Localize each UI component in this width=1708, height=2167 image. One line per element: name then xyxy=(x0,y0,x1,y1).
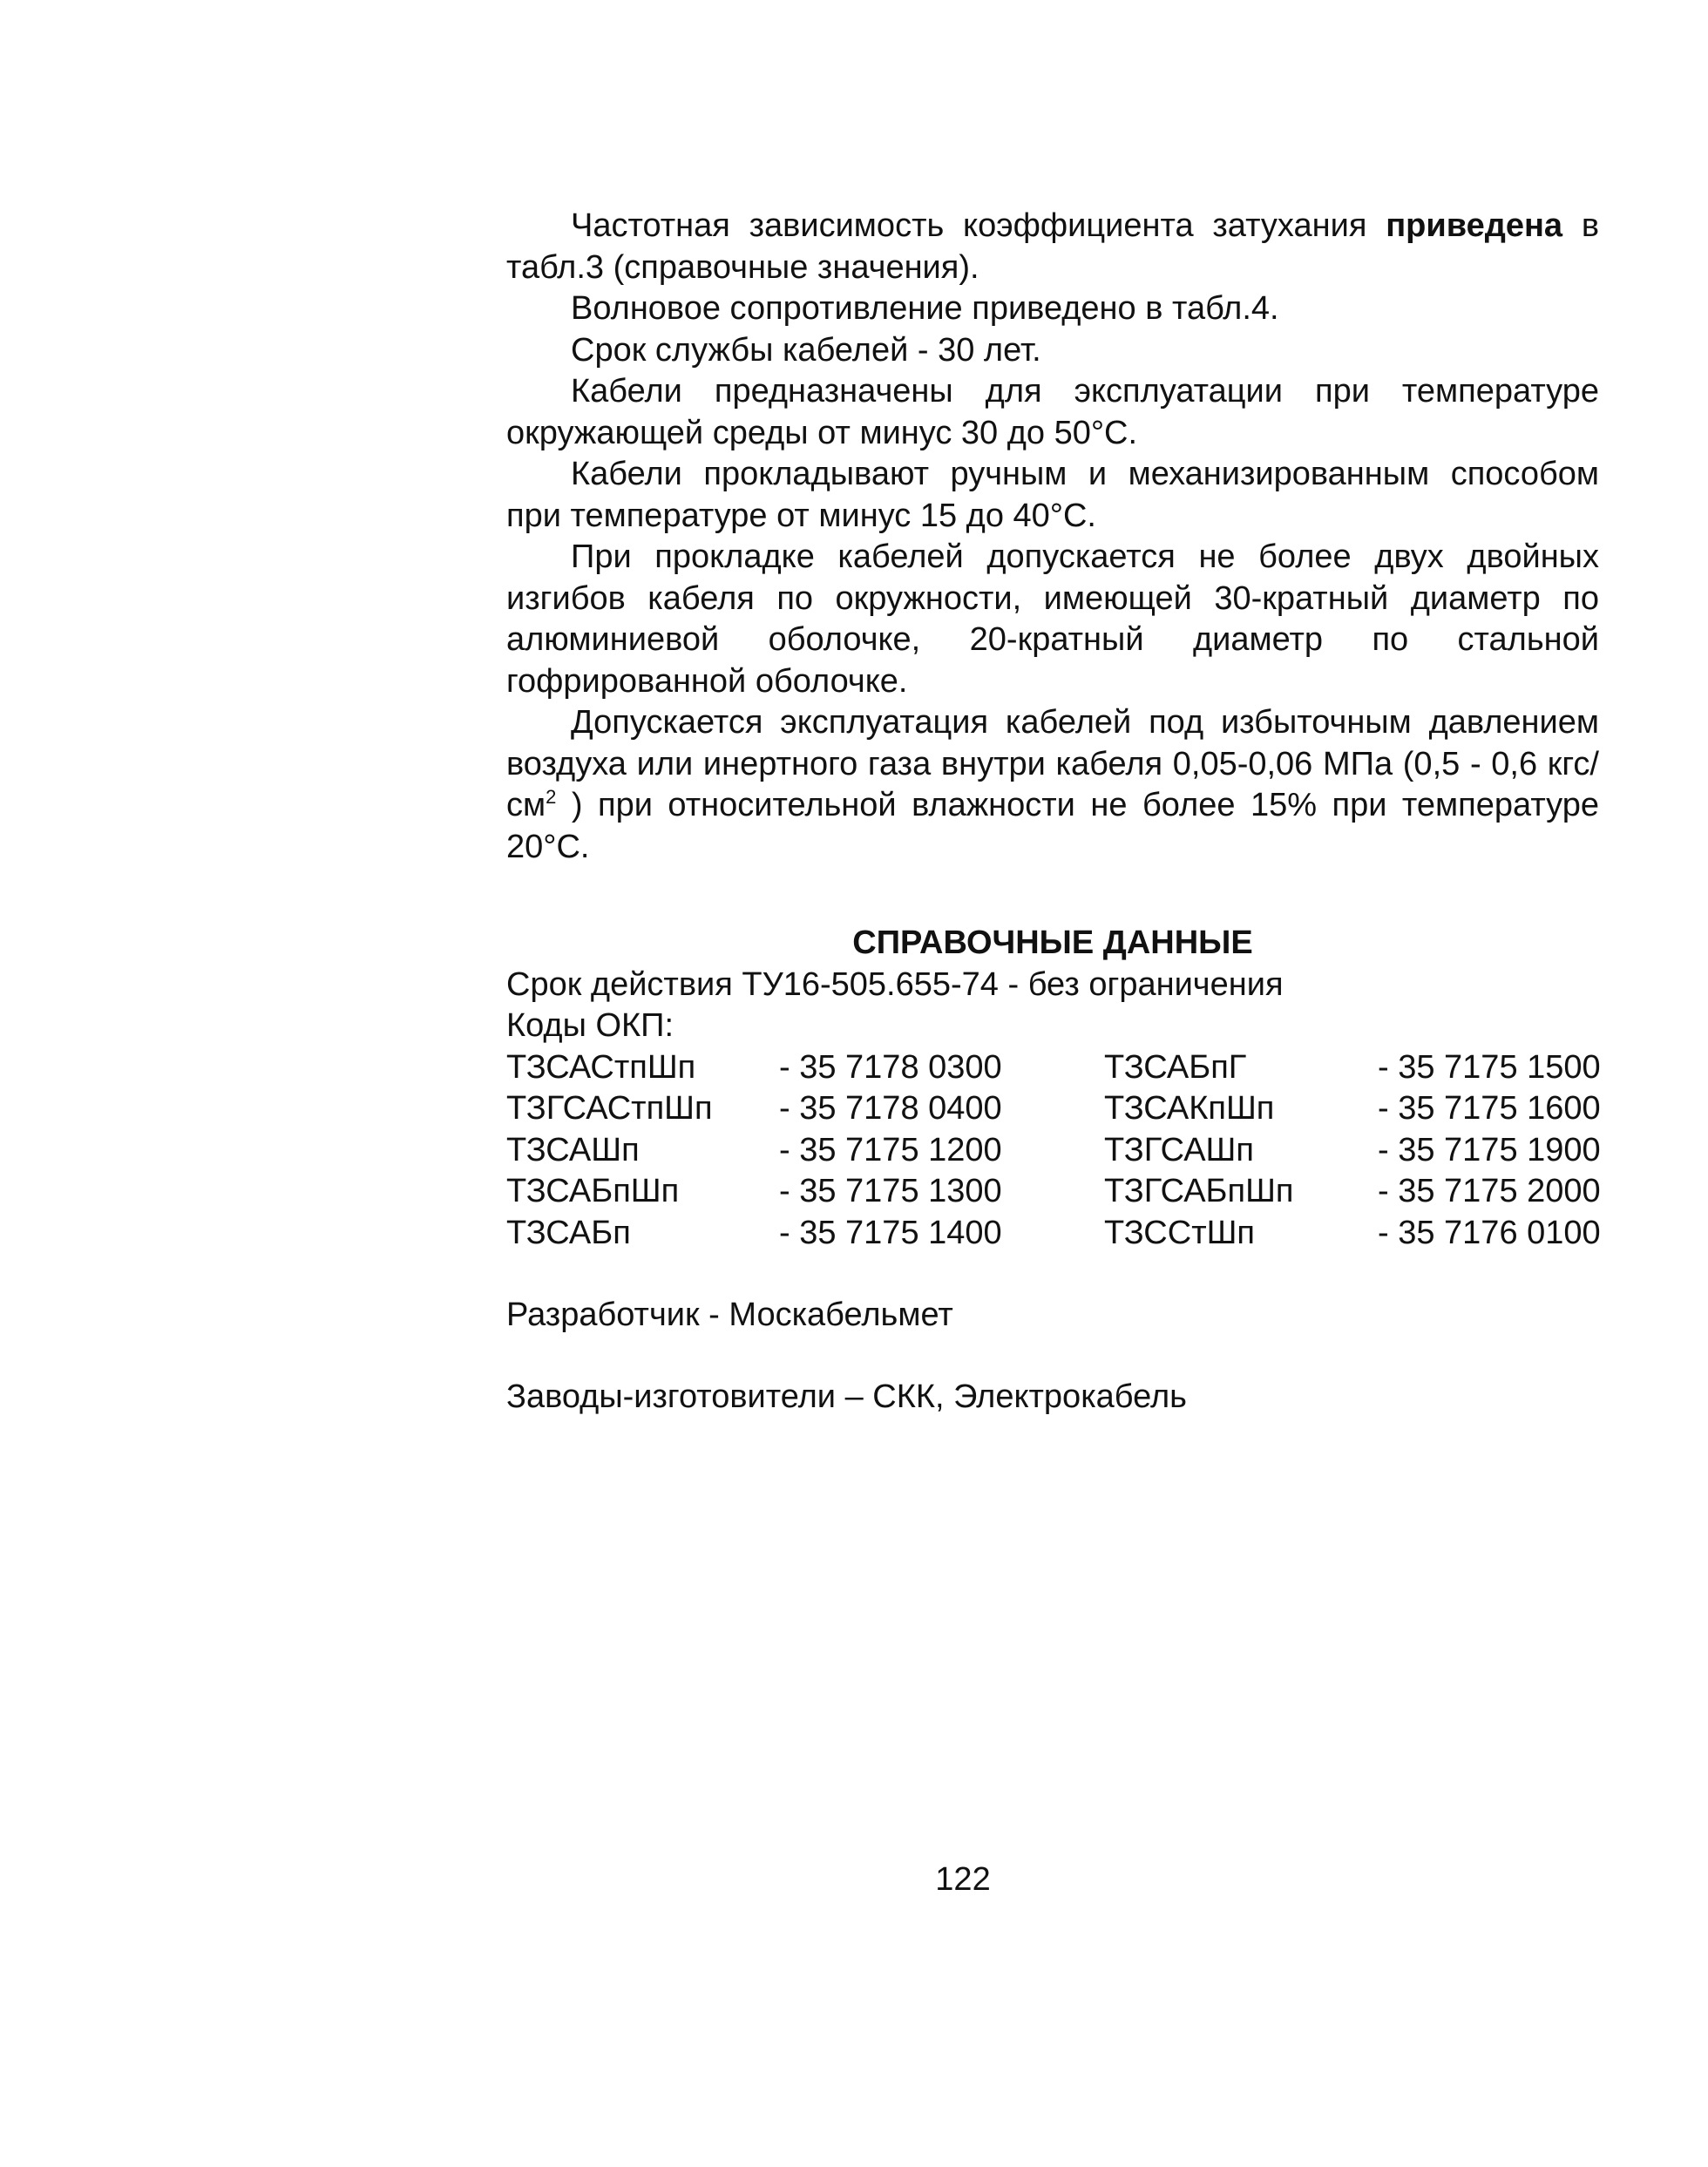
paragraph-text: в табл.3 (справочные значения). xyxy=(506,207,1600,286)
cable-name: ТЗСАКпШп xyxy=(1104,1090,1275,1127)
manufacturers-line: Заводы-изготовители – СКК, Электрокабель xyxy=(506,1378,1187,1415)
paragraph-text: Допускается эксплуатация кабелей под избыточным давлением воздуха или инертного газа внутри кабеля 0,05-0,06 МПа (0,5 - 0,6 кгс/см xyxy=(506,704,1599,823)
okp-code: - 35 7175 1600 xyxy=(1378,1090,1601,1127)
paragraph-impedance: Волновое сопротивление приведено в табл.4. xyxy=(571,290,1279,327)
cable-name: ТЗСАСтпШп xyxy=(506,1048,696,1086)
page-content xyxy=(506,206,1599,1419)
table-row xyxy=(506,1213,1599,1255)
table-row xyxy=(506,1171,1599,1213)
cable-name: ТЗГСАШп xyxy=(1104,1131,1254,1168)
paragraph-laying-method: Кабели прокладывают ручным и механизированным способом при температуре от минус 15 до 40°С. xyxy=(506,456,1599,534)
cable-name: ТЗСАБп xyxy=(506,1214,631,1251)
codes-label: Коды ОКП: xyxy=(506,1007,674,1044)
okp-code: - 35 7175 1300 xyxy=(779,1173,1002,1209)
cable-name: ТЗГСАБпШп xyxy=(1104,1173,1294,1209)
okp-code: - 35 7175 1400 xyxy=(779,1214,1002,1251)
paragraph-bending: При прокладке кабелей допускается не более двух двойных изгибов кабеля по окружности, имеющей 30-кратный диаметр по алюминиевой оболочке, 20-кратный диаметр по стальной гофрированной оболочке. xyxy=(506,538,1599,700)
spacer xyxy=(506,1336,1599,1377)
developer-line: Разработчик - Москабельмет xyxy=(506,1296,953,1333)
superscript: 2 xyxy=(546,786,557,808)
cable-name: ТЗССтШп xyxy=(1104,1214,1256,1251)
paragraph-bold-text: приведена xyxy=(1386,207,1563,244)
table-row xyxy=(506,1130,1599,1172)
paragraph-text: Частотная зависимость коэффициента затухания xyxy=(571,207,1386,244)
table-row xyxy=(506,1088,1599,1130)
spacer xyxy=(506,1254,1599,1295)
paragraph-service-life: Срок службы кабелей - 30 лет. xyxy=(571,331,1041,369)
paragraph-text: ) при относительной влажности не более 15% при температуре 20°С. xyxy=(506,787,1599,865)
okp-code: - 35 7175 2000 xyxy=(1378,1173,1601,1209)
cable-name: ТЗСАШп xyxy=(506,1131,640,1168)
section-title: СПРАВОЧНЫЕ ДАННЫЕ xyxy=(852,924,1253,961)
validity-line: Срок действия ТУ16-505.655-74 - без ограничения xyxy=(506,965,1284,1003)
paragraph-operating-temperature: Кабели предназначены для эксплуатации при температуре окружающей среды от минус 30 до 50°С. xyxy=(506,373,1599,451)
cable-name: ТЗГСАСтпШп xyxy=(506,1090,713,1127)
okp-code: - 35 7175 1200 xyxy=(779,1131,1002,1168)
paragraph-pressure xyxy=(506,702,1599,868)
okp-code: - 35 7176 0100 xyxy=(1378,1214,1601,1251)
okp-code: - 35 7175 1900 xyxy=(1378,1131,1601,1168)
okp-codes-table xyxy=(506,1047,1599,1254)
table-row xyxy=(506,1047,1599,1089)
cable-name: ТЗСАБпГ xyxy=(1104,1048,1247,1086)
paragraph-attenuation xyxy=(506,206,1599,288)
cable-name: ТЗСАБпШп xyxy=(506,1173,680,1209)
okp-code: - 35 7175 1500 xyxy=(1378,1048,1601,1086)
okp-code: - 35 7178 0400 xyxy=(779,1090,1002,1127)
okp-code: - 35 7178 0300 xyxy=(779,1048,1002,1086)
page-number: 122 xyxy=(935,1861,991,1898)
